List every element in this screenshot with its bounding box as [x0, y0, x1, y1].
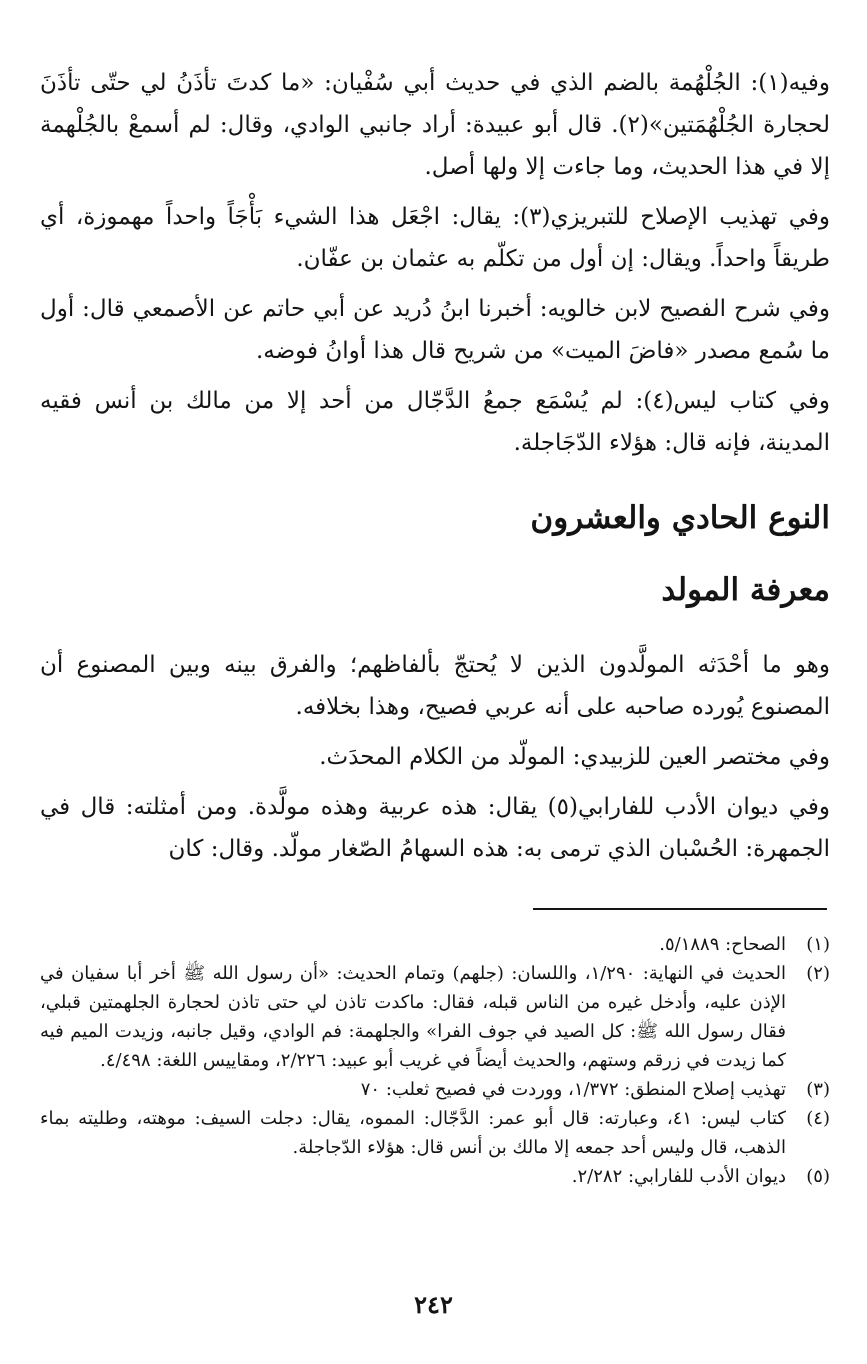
chapter-title: النوع الحادي والعشرون [530, 500, 830, 536]
paragraph-mukhtasar-ayn: وفي مختصر العين للزبيدي: المولّد من الكلام المحدَث. [319, 744, 830, 770]
paragraph-kitab-lays: وفي كتاب ليس(٤): لم يُسْمَع جمعُ الدَّجّال من أحد إلا من مالك بن أنس فقيه المدينة، فإنه قال: هؤلاء الدّجَاجلة. [40, 388, 830, 456]
footnote-number: (٥) [806, 1166, 830, 1187]
footnote-text: الحديث في النهاية: ١/٢٩٠، واللسان: (جلهم) وتمام الحديث: «أن رسول الله ﷺ أخر أبا سفيان في الإذن عليه، وأدخل غيره من الناس قبله، فقال: ماكدت تاذن لي حتى تاذن لحجارة الجلهمتين قبلي، فقال رسول الله ﷺ: كل الصيد في جوف الفرا» والجلهمة: فم الوادي، وقيل جانبه، وزيدت الميم فيه كما زيدت في زرقم وستهم، والحديث أيضاً في غريب أبو عبيد: ٢/٢٢٦، ومقاييس اللغة: ٤/٤٩٨. [40, 963, 786, 1071]
footnote [40, 1162, 830, 1191]
footnote [40, 959, 830, 1075]
footnote-number: (٢) [806, 963, 830, 984]
footnote [40, 930, 830, 959]
footnote [40, 1075, 830, 1104]
footnote-separator [533, 908, 827, 910]
main-text [40, 62, 830, 870]
footnote-number: (١) [806, 934, 830, 955]
paragraph-jalhama: وفيه(١): الجُلْهُمة بالضم الذي في حديث أبي سُفْيان: «ما كدتَ تأذَنُ لي حتّى تأذَنَ لحجارة الجُلْهُمَتين»(٢). قال أبو عبيدة: أراد جانبي الوادي، وقال: لم أسمعْ بالجُلْهمة إلا في هذا الحديث، وما جاءت إلا ولها أصل. [40, 70, 830, 180]
paragraph-diwan-adab: وفي ديوان الأدب للفارابي(٥) يقال: هذه عربية وهذه مولَّدة. ومن أمثلته: قال في الجمهرة: الحُسْبان الذي ترمى به: هذه السهامُ الصّغار مولّد. وقال: كان [40, 794, 830, 862]
footnote-text: تهذيب إصلاح المنطق: ١/٣٧٢، ووردت في فصيح ثعلب: ٧٠ [360, 1079, 786, 1100]
paragraph-tahdhib-islah: وفي تهذيب الإصلاح للتبريزي(٣): يقال: اجْعَل هذا الشيء بَأْجَاً واحداً مهموزة، أي طريقاً واحداً. ويقال: إن أول من تكلّم به عثمان بن عفّان. [40, 204, 830, 272]
page-number: ٢٤٢ [414, 1290, 453, 1319]
paragraph-sharh-fasih: وفي شرح الفصيح لابن خالويه: أخبرنا ابنُ دُريد عن أبي حاتم عن الأصمعي قال: أول ما سُمع مصدر «فاضَ الميت» من شريح قال هذا أوانُ فوضه. [40, 296, 830, 364]
footnote-number: (٤) [806, 1108, 830, 1129]
footnote-text: كتاب ليس: ٤١، وعبارته: قال أبو عمر: الدَّجّال: المموه، يقال: دجلت السيف: موهته، وطليته بماء الذهب، قال وليس أحد جمعه إلا مالك بن أنس قال: هؤلاء الدّجاجلة. [40, 1108, 786, 1158]
footnote-text: ديوان الأدب للفارابي: ٢/٢٨٢. [571, 1166, 786, 1187]
footnotes [40, 930, 830, 1191]
footnote-text: الصحاح: ٥/١٨٨٩. [659, 934, 786, 955]
footnote [40, 1104, 830, 1162]
footnote-number: (٣) [806, 1079, 830, 1100]
paragraph-definition: وهو ما أحْدَثه المولَّدون الذين لا يُحتجّ بألفاظهم؛ والفرق بينه وبين المصنوع أن المصنوع يُورده صاحبه على أنه عربي فصيح، وهذا بخلافه. [40, 652, 830, 720]
chapter-subtitle: معرفة المولد [661, 572, 830, 608]
